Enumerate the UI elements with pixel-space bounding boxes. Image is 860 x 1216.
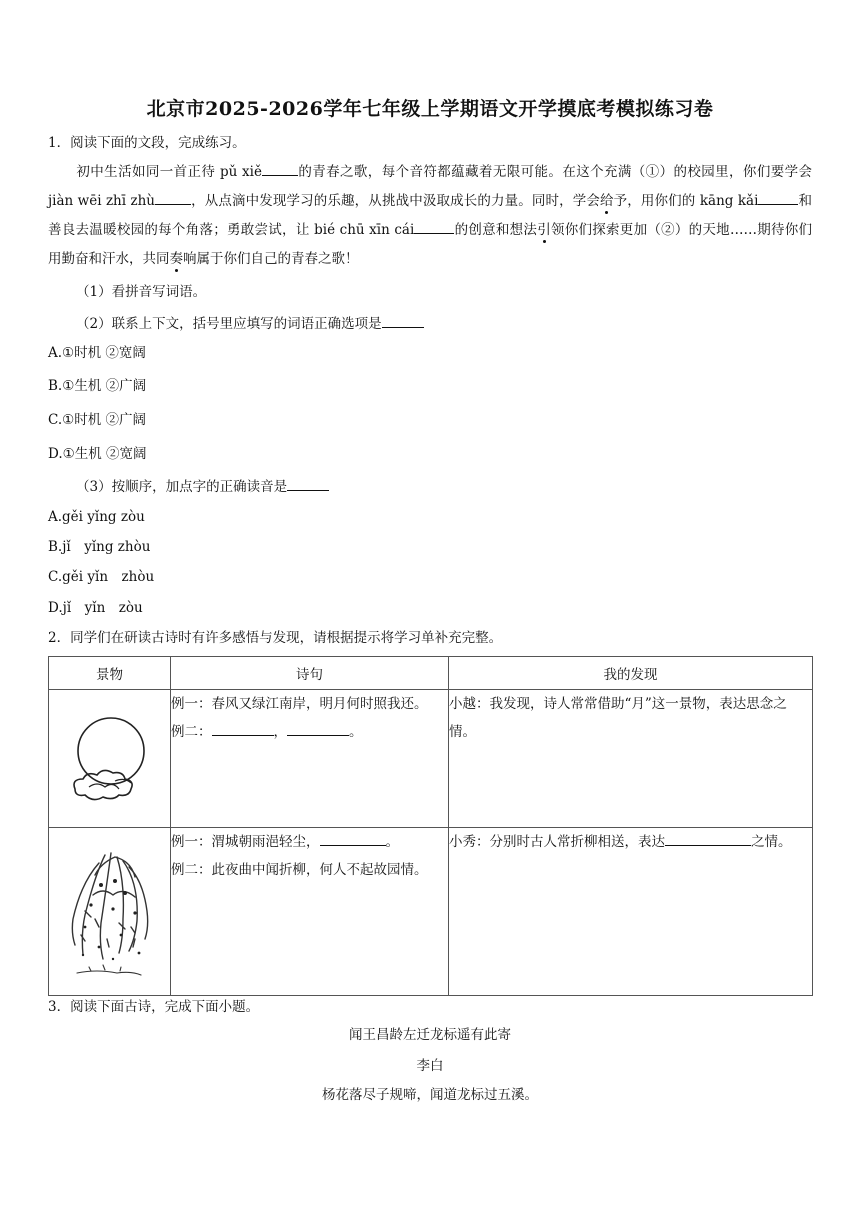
- willow-image-cell: [49, 828, 171, 996]
- blank-willow-verse[interactable]: [320, 831, 386, 846]
- q3-stem: 3．阅读下面古诗，完成下面小题。: [48, 999, 260, 1015]
- page-title: 北京市2025-2026学年七年级上学期语文开学摸底考模拟练习卷: [146, 98, 714, 120]
- row2-finding-cell: 小秀：分别时古人常折柳相送，表达 之情。: [449, 828, 813, 996]
- poem-title: 闻王昌龄左迁龙标遥有此寄: [349, 1027, 511, 1043]
- q1-sub1: （1）看拼音写词语。: [76, 284, 207, 300]
- q1-sub2-option-c: C.①时机 ②广阔: [48, 412, 147, 428]
- q1-sub2-option-b: B.①生机 ②广阔: [48, 378, 147, 394]
- poem-author: 李白: [416, 1058, 444, 1074]
- blank-moon-verse-2[interactable]: [287, 721, 349, 736]
- q1-sub3: （3）按顺序，加点字的正确读音是: [76, 476, 329, 497]
- blank-jianweizhizhu[interactable]: [155, 190, 191, 205]
- moon-image-cell: [49, 690, 171, 828]
- q1-sub2: （2）联系上下文，括号里应填写的词语正确选项是: [76, 313, 424, 334]
- moon-cloud-icon: [55, 697, 165, 817]
- q1-sub3-option-d: D.jǐ yǐn zòu: [48, 600, 143, 616]
- row1-verse-cell: 例一：春风又绿江南岸，明月何时照我还。 例二： ， 。: [171, 690, 449, 828]
- q1-sub3-option-a: A.gěi yǐng zòu: [48, 509, 145, 525]
- q1-stem: 1．阅读下面的文段，完成练习。: [48, 135, 246, 151]
- q1-sub2-option-d: D.①生机 ②宽阔: [48, 446, 147, 462]
- q1-sub3-option-c: C.gěi yǐn zhòu: [48, 569, 155, 585]
- blank-puxie[interactable]: [262, 161, 298, 176]
- blank-kangkai[interactable]: [758, 190, 798, 205]
- blank-willow-emotion[interactable]: [665, 831, 751, 846]
- blank-moon-verse-1[interactable]: [212, 721, 274, 736]
- blank-sub2-answer[interactable]: [382, 313, 424, 328]
- poem-line-1: 杨花落尽子规啼，闻道龙标过五溪。: [322, 1087, 538, 1103]
- blank-biechuxincai[interactable]: [414, 219, 454, 234]
- willow-tree-icon: [55, 835, 165, 985]
- row1-finding-cell: 小越：我发现，诗人常常借助“月”这一景物，表达思念之情。: [449, 690, 813, 828]
- row2-verse-cell: 例一：渭城朝雨浥轻尘， 。 例二：此夜曲中闻折柳，何人不起故园情。: [171, 828, 449, 996]
- q1-passage: 初中生活如同一首正待 pǔ xiě 的青春之歌，每个音符都蕴藏着无限可能。在这个充满（①）的校园里，你们要学会 jiàn wēi zhī zhù ，从点滴中发现学习的乐趣，从挑战中汲取成长的力量。同时，学会给予，用你们的 kāng kǎi 和善良去温暖校园的每个角落；勇敢尝试，让 bié chū xīn cái 的创意和想法引领你们探索更加（②）的天地……期待你们用勤奋和汗水，共同奏响属于你们自己的青春之歌！: [48, 158, 812, 274]
- header-finding: 我的发现: [449, 657, 813, 690]
- blank-sub3-answer[interactable]: [287, 476, 329, 491]
- header-verse: 诗句: [171, 657, 449, 690]
- q1-sub2-option-a: A.①时机 ②宽阔: [48, 345, 146, 361]
- header-scenery: 景物: [49, 657, 171, 690]
- study-sheet-table: [48, 656, 813, 996]
- q1-sub3-option-b: B.jǐ yǐng zhòu: [48, 539, 151, 555]
- q2-stem: 2．同学们在研读古诗时有许多感悟与发现，请根据提示将学习单补充完整。: [48, 630, 503, 646]
